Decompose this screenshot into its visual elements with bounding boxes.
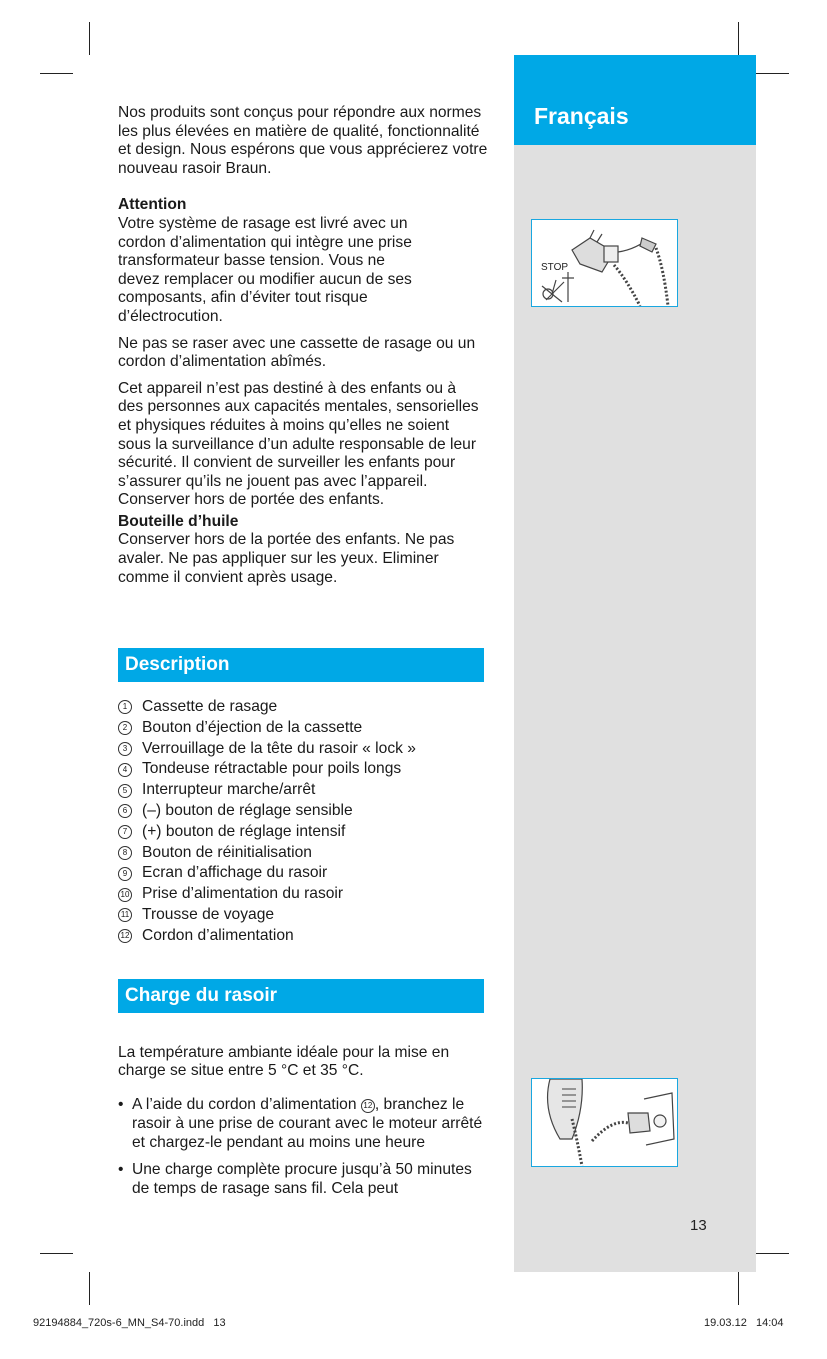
reference-number: 12 (361, 1099, 375, 1113)
item-label: Trousse de voyage (142, 905, 275, 923)
item-number: 5 (118, 784, 132, 798)
item-number: 6 (118, 804, 132, 818)
crop-mark (738, 22, 739, 55)
list-item (118, 884, 488, 905)
item-number: 11 (118, 908, 132, 922)
charge-section (118, 1028, 488, 1198)
list-item (118, 905, 488, 926)
bullet-dot: • (118, 1161, 124, 1179)
language-title: Français (534, 103, 629, 129)
list-item (118, 926, 488, 947)
item-label: Cassette de rasage (142, 698, 278, 715)
item-number: 2 (118, 721, 132, 735)
item-label: Cordon d’alimentation (142, 926, 294, 944)
bullet-text: Une charge complète procure jusqu’à 50 minutes de temps de rasage sans fil. Cela peut (132, 1161, 472, 1197)
crop-mark (756, 1253, 789, 1254)
shaver-charging-illustration (532, 1079, 677, 1166)
list-item (118, 822, 488, 843)
attention-paragraph-2: Ne pas se raser avec une cassette de rasage ou un cordon d’alimentation abîmés. (118, 334, 476, 371)
plug-warning-illustration (532, 220, 677, 306)
list-item (118, 739, 488, 760)
crop-mark (40, 73, 73, 74)
item-label: Ecran d’affichage du rasoir (142, 864, 328, 882)
attention-paragraph-3: Cet appareil n’est pas destiné à des enfants ou à des personnes aux capacités mentales, sensorielles et physiques réduites à moins qu’elles ne soient sous la surveillance d’un adulte responsable de leur sécurité. Il convient de surveiller les enfants pour s’assurer qu’ils ne jouent pas avec l’appareil. Conserver hors de portée des enfants. (118, 379, 479, 509)
oil-heading: Bouteille d’huile (118, 512, 239, 530)
intro-section (118, 104, 488, 587)
stop-label: STOP (541, 262, 569, 273)
language-sidebar (514, 55, 756, 1272)
attention-paragraph-1: Votre système de rasage est livré avec un cordon d’alimentation qui intègre une prise transformateur basse tension. Vous ne devez remplacer ou modifier aucun de ses composants, afin d’éviter tout risque d’électrocution. (118, 214, 412, 325)
item-number: 7 (118, 825, 132, 839)
list-item (118, 843, 488, 864)
item-number: 9 (118, 867, 132, 881)
item-label: Tondeuse rétractable pour poils longs (142, 760, 402, 778)
bullet-text-a: A l’aide du cordon d’alimentation (132, 1096, 361, 1114)
bullet-dot: • (118, 1096, 124, 1114)
intro-paragraph: Nos produits sont conçus pour répondre aux normes les plus élevées en matière de qualité, fonctionnalité et design. Nous espérons que vous apprécierez votre nouveau rasoir Braun. (118, 104, 488, 177)
page-number: 13 (690, 1217, 707, 1234)
crop-mark (40, 1253, 73, 1254)
item-label: Prise d’alimentation du rasoir (142, 885, 344, 903)
item-number: 4 (118, 763, 132, 777)
item-number: 8 (118, 846, 132, 860)
list-item (118, 801, 488, 822)
item-number: 10 (118, 888, 132, 902)
crop-mark (89, 1272, 90, 1305)
oil-paragraph: Conserver hors de la portée des enfants. Ne pas avaler. Ne pas appliquer sur les yeux. Eliminer comme il convient après usage. (118, 531, 455, 586)
item-label: Verrouillage de la tête du rasoir « lock » (142, 739, 416, 757)
charge-bullet-1 (118, 1096, 488, 1152)
charge-bullet-2 (118, 1161, 488, 1198)
footer-file-info: 92194884_720s-6_MN_S4-70.indd 13 (33, 1317, 226, 1329)
item-number: 1 (118, 700, 132, 714)
bullet-text-b: , branchez le rasoir à une prise de courant avec le moteur arrêté et chargez-le pendant au moins une heure (132, 1096, 483, 1151)
item-label: (–) bouton de réglage sensible (142, 801, 353, 819)
charge-intro: La température ambiante idéale pour la mise en charge se situe entre 5 °C et 35 °C. (118, 1043, 450, 1080)
attention-heading: Attention (118, 196, 187, 214)
list-item (118, 863, 488, 884)
list-item (118, 718, 488, 739)
footer-date: 19.03.12 14:04 (704, 1317, 784, 1329)
bullet-text (132, 1096, 488, 1152)
shaver-charging-figure (531, 1078, 678, 1167)
list-item (118, 780, 488, 801)
item-label: Bouton de réinitialisation (142, 843, 312, 861)
charge-heading: Charge du rasoir (118, 979, 484, 1013)
crop-mark (738, 1272, 739, 1305)
item-number: 3 (118, 742, 132, 756)
description-heading: Description (118, 648, 484, 682)
item-number: 12 (118, 929, 132, 943)
item-label: (+) bouton de réglage intensif (142, 822, 346, 840)
plug-warning-figure (531, 219, 678, 307)
item-label: Bouton d’éjection de la cassette (142, 718, 363, 736)
item-label: Interrupteur marche/arrêt (142, 781, 316, 799)
crop-mark (89, 22, 90, 55)
description-list (118, 697, 488, 947)
list-item (118, 759, 488, 780)
crop-mark (756, 73, 789, 74)
language-header (514, 55, 756, 145)
list-item (118, 697, 488, 718)
